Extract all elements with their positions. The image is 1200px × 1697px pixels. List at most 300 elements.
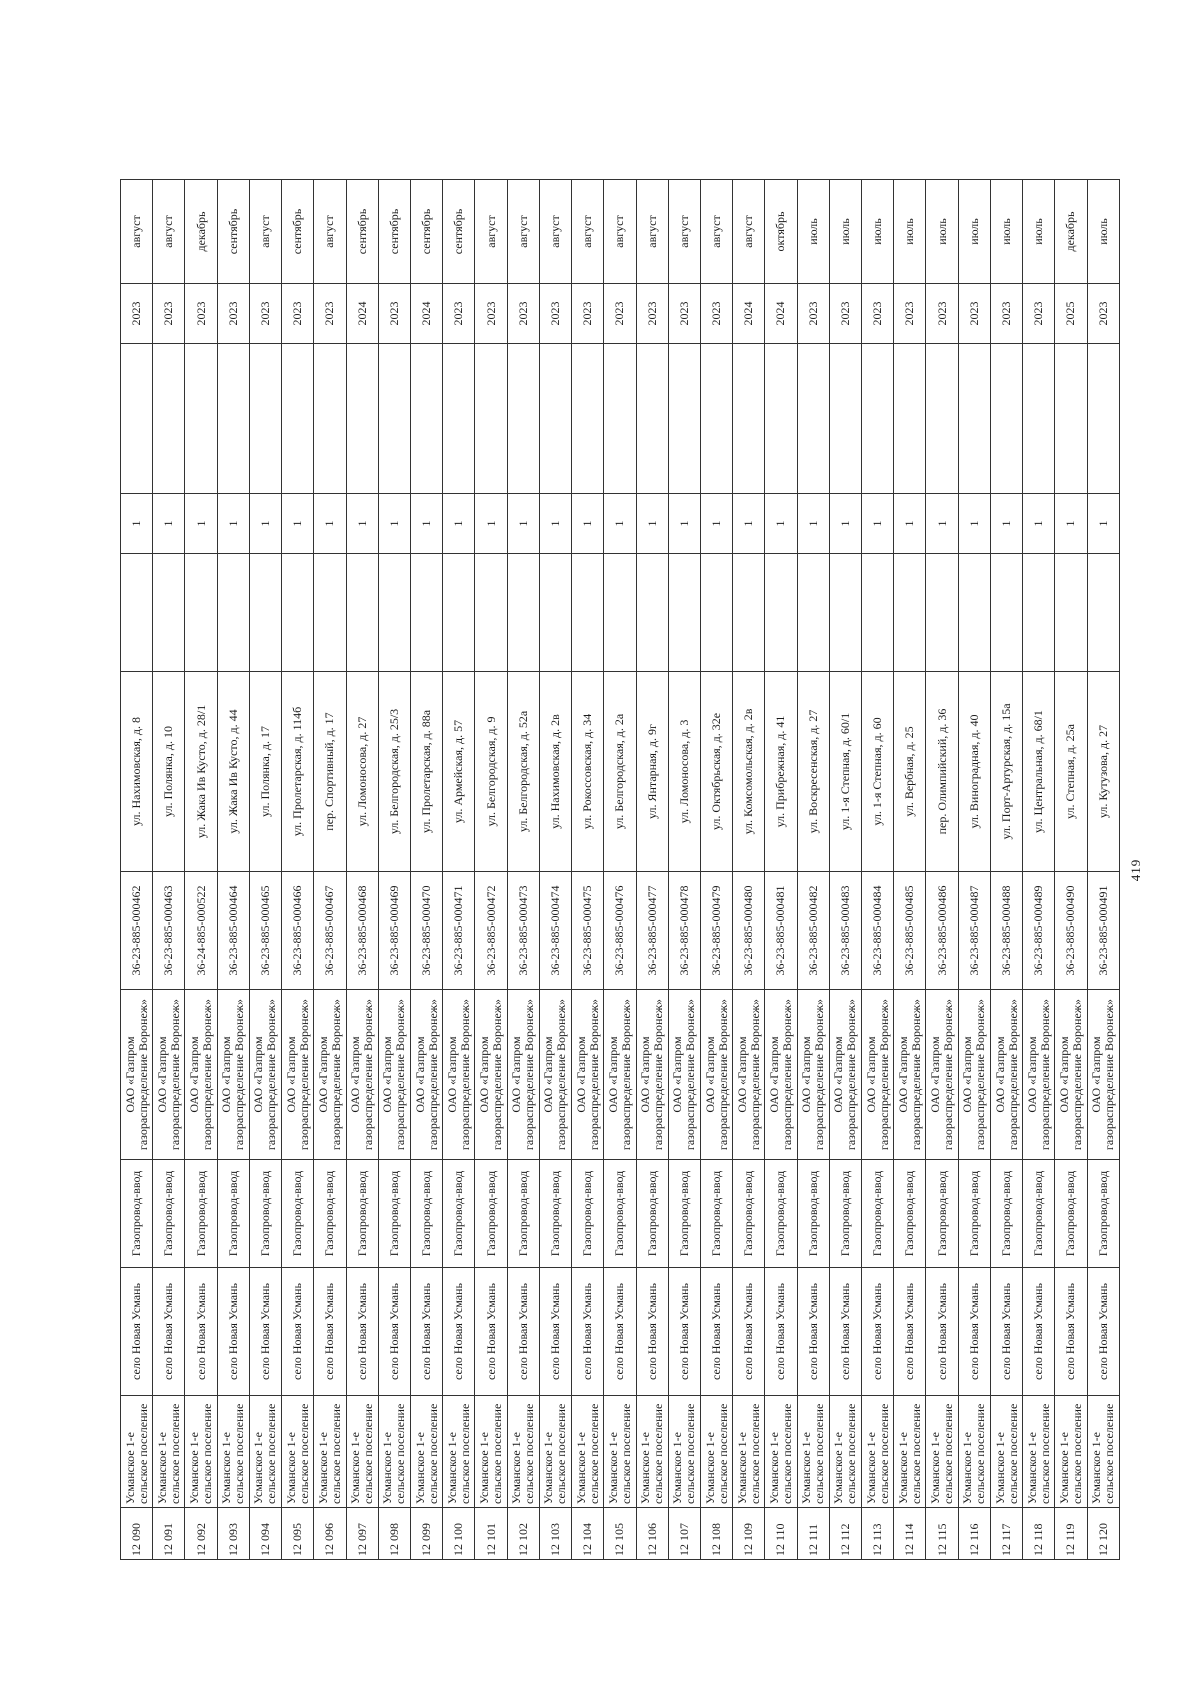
empty-cell — [765, 554, 797, 672]
quantity-cell: 1 — [829, 494, 861, 554]
quantity-cell: 1 — [894, 494, 926, 554]
quantity-cell: 1 — [636, 494, 668, 554]
object-type-cell: Газопровод-ввод — [797, 1160, 829, 1268]
row-number-cell: 12 115 — [926, 1508, 958, 1560]
empty-cell — [604, 344, 636, 494]
table-row — [282, 180, 314, 1560]
settlement-cell: Усманское 1-е сельское поселение — [829, 1396, 861, 1508]
row-number-cell: 12 110 — [765, 1508, 797, 1560]
month-cell: август — [314, 180, 346, 284]
settlement-cell: Усманское 1-е сельское поселение — [410, 1396, 442, 1508]
address-cell: ул. 1-я Степная, д. 60 — [862, 672, 894, 872]
owner-cell: ОАО «Газпром газораспределение Воронеж» — [539, 990, 571, 1160]
row-number-cell: 12 096 — [314, 1508, 346, 1560]
quantity-cell: 1 — [443, 494, 475, 554]
empty-cell — [185, 344, 217, 494]
owner-cell: ОАО «Газпром газораспределение Воронеж» — [700, 990, 732, 1160]
table-row — [572, 180, 604, 1560]
empty-cell — [314, 554, 346, 672]
object-type-cell: Газопровод-ввод — [1055, 1160, 1087, 1268]
table-row — [829, 180, 861, 1560]
locality-cell: село Новая Усмань — [378, 1268, 410, 1396]
month-cell: июль — [894, 180, 926, 284]
locality-cell: село Новая Усмань — [636, 1268, 668, 1396]
owner-cell: ОАО «Газпром газораспределение Воронеж» — [733, 990, 765, 1160]
year-cell: 2023 — [636, 284, 668, 344]
year-cell: 2023 — [507, 284, 539, 344]
quantity-cell: 1 — [410, 494, 442, 554]
address-cell: ул. Белгородская, д. 9 — [475, 672, 507, 872]
row-number-cell: 12 090 — [121, 1508, 153, 1560]
object-type-cell: Газопровод-ввод — [700, 1160, 732, 1268]
locality-cell: село Новая Усмань — [862, 1268, 894, 1396]
object-type-cell: Газопровод-ввод — [1087, 1160, 1119, 1268]
empty-cell — [378, 554, 410, 672]
address-cell: ул. Нахимовская, д. 2в — [539, 672, 571, 872]
settlement-cell: Усманское 1-е сельское поселение — [249, 1396, 281, 1508]
table-row — [443, 180, 475, 1560]
locality-cell: село Новая Усмань — [700, 1268, 732, 1396]
owner-cell: ОАО «Газпром газораспределение Воронеж» — [668, 990, 700, 1160]
year-cell: 2023 — [1087, 284, 1119, 344]
object-code-cell: 36-24-885-000522 — [185, 872, 217, 990]
settlement-cell: Усманское 1-е сельское поселение — [765, 1396, 797, 1508]
empty-cell — [797, 554, 829, 672]
year-cell: 2023 — [926, 284, 958, 344]
empty-cell — [1055, 344, 1087, 494]
table-row — [217, 180, 249, 1560]
empty-cell — [346, 344, 378, 494]
month-cell: август — [153, 180, 185, 284]
quantity-cell: 1 — [282, 494, 314, 554]
settlement-cell: Усманское 1-е сельское поселение — [668, 1396, 700, 1508]
object-type-cell: Газопровод-ввод — [185, 1160, 217, 1268]
empty-cell — [668, 554, 700, 672]
table-row — [765, 180, 797, 1560]
address-cell: ул. Жака Ив Кусто, д. 44 — [217, 672, 249, 872]
owner-cell: ОАО «Газпром газораспределение Воронеж» — [572, 990, 604, 1160]
object-code-cell: 36-23-885-000471 — [443, 872, 475, 990]
empty-cell — [894, 554, 926, 672]
owner-cell: ОАО «Газпром газораспределение Воронеж» — [765, 990, 797, 1160]
empty-cell — [990, 554, 1022, 672]
month-cell: август — [733, 180, 765, 284]
empty-cell — [507, 554, 539, 672]
empty-cell — [443, 554, 475, 672]
table-row — [1087, 180, 1119, 1560]
quantity-cell: 1 — [314, 494, 346, 554]
owner-cell: ОАО «Газпром газораспределение Воронеж» — [1023, 990, 1055, 1160]
locality-cell: село Новая Усмань — [443, 1268, 475, 1396]
month-cell: октябрь — [765, 180, 797, 284]
table-row — [1055, 180, 1087, 1560]
empty-cell — [636, 554, 668, 672]
table-row — [926, 180, 958, 1560]
year-cell: 2023 — [1023, 284, 1055, 344]
object-type-cell: Газопровод-ввод — [958, 1160, 990, 1268]
empty-cell — [797, 344, 829, 494]
year-cell: 2023 — [378, 284, 410, 344]
empty-cell — [217, 344, 249, 494]
quantity-cell: 1 — [572, 494, 604, 554]
settlement-cell: Усманское 1-е сельское поселение — [121, 1396, 153, 1508]
owner-cell: ОАО «Газпром газораспределение Воронеж» — [185, 990, 217, 1160]
empty-cell — [636, 344, 668, 494]
settlement-cell: Усманское 1-е сельское поселение — [153, 1396, 185, 1508]
year-cell: 2024 — [733, 284, 765, 344]
month-cell: август — [604, 180, 636, 284]
year-cell: 2023 — [314, 284, 346, 344]
settlement-cell: Усманское 1-е сельское поселение — [1055, 1396, 1087, 1508]
empty-cell — [282, 344, 314, 494]
object-code-cell: 36-23-885-000478 — [668, 872, 700, 990]
locality-cell: село Новая Усмань — [539, 1268, 571, 1396]
object-type-cell: Газопровод-ввод — [926, 1160, 958, 1268]
row-number-cell: 12 117 — [990, 1508, 1022, 1560]
empty-cell — [1055, 554, 1087, 672]
table-row — [185, 180, 217, 1560]
month-cell: сентябрь — [282, 180, 314, 284]
object-code-cell: 36-23-885-000463 — [153, 872, 185, 990]
owner-cell: ОАО «Газпром газораспределение Воронеж» — [507, 990, 539, 1160]
object-code-cell: 36-23-885-000468 — [346, 872, 378, 990]
address-cell: ул. Порт-Артурская, д. 15а — [990, 672, 1022, 872]
month-cell: июль — [1087, 180, 1119, 284]
empty-cell — [249, 554, 281, 672]
year-cell: 2023 — [862, 284, 894, 344]
empty-cell — [862, 554, 894, 672]
settlement-cell: Усманское 1-е сельское поселение — [443, 1396, 475, 1508]
quantity-cell: 1 — [604, 494, 636, 554]
month-cell: сентябрь — [378, 180, 410, 284]
row-number-cell: 12 106 — [636, 1508, 668, 1560]
settlement-cell: Усманское 1-е сельское поселение — [185, 1396, 217, 1508]
object-type-cell: Газопровод-ввод — [249, 1160, 281, 1268]
empty-cell — [153, 344, 185, 494]
table-row — [958, 180, 990, 1560]
empty-cell — [1023, 344, 1055, 494]
empty-cell — [700, 554, 732, 672]
locality-cell: село Новая Усмань — [1055, 1268, 1087, 1396]
quantity-cell: 1 — [765, 494, 797, 554]
object-type-cell: Газопровод-ввод — [829, 1160, 861, 1268]
table-row — [700, 180, 732, 1560]
month-cell: июль — [926, 180, 958, 284]
locality-cell: село Новая Усмань — [990, 1268, 1022, 1396]
empty-cell — [894, 344, 926, 494]
empty-cell — [733, 344, 765, 494]
object-type-cell: Газопровод-ввод — [217, 1160, 249, 1268]
month-cell: август — [475, 180, 507, 284]
empty-cell — [346, 554, 378, 672]
table-row — [636, 180, 668, 1560]
empty-cell — [121, 554, 153, 672]
object-type-cell: Газопровод-ввод — [894, 1160, 926, 1268]
month-cell: август — [700, 180, 732, 284]
address-cell: ул. Кутузова, д. 27 — [1087, 672, 1119, 872]
object-type-cell: Газопровод-ввод — [1023, 1160, 1055, 1268]
object-code-cell: 36-23-885-000474 — [539, 872, 571, 990]
settlement-cell: Усманское 1-е сельское поселение — [572, 1396, 604, 1508]
registry-table — [120, 179, 1120, 1560]
empty-cell — [1087, 344, 1119, 494]
object-type-cell: Газопровод-ввод — [668, 1160, 700, 1268]
year-cell: 2023 — [668, 284, 700, 344]
object-code-cell: 36-23-885-000470 — [410, 872, 442, 990]
empty-cell — [700, 344, 732, 494]
owner-cell: ОАО «Газпром газораспределение Воронеж» — [314, 990, 346, 1160]
empty-cell — [765, 344, 797, 494]
row-number-cell: 12 101 — [475, 1508, 507, 1560]
locality-cell: село Новая Усмань — [410, 1268, 442, 1396]
table-row — [733, 180, 765, 1560]
object-code-cell: 36-23-885-000465 — [249, 872, 281, 990]
empty-cell — [990, 344, 1022, 494]
table-row — [314, 180, 346, 1560]
settlement-cell: Усманское 1-е сельское поселение — [1023, 1396, 1055, 1508]
empty-cell — [604, 554, 636, 672]
settlement-cell: Усманское 1-е сельское поселение — [1087, 1396, 1119, 1508]
empty-cell — [507, 344, 539, 494]
empty-cell — [539, 344, 571, 494]
address-cell: ул. Полянка, д. 17 — [249, 672, 281, 872]
locality-cell: село Новая Усмань — [604, 1268, 636, 1396]
empty-cell — [862, 344, 894, 494]
address-cell: ул. Октябрьская, д. 32е — [700, 672, 732, 872]
locality-cell: село Новая Усмань — [829, 1268, 861, 1396]
table-row — [410, 180, 442, 1560]
year-cell: 2023 — [185, 284, 217, 344]
object-type-cell: Газопровод-ввод — [862, 1160, 894, 1268]
object-code-cell: 36-23-885-000464 — [217, 872, 249, 990]
owner-cell: ОАО «Газпром газораспределение Воронеж» — [282, 990, 314, 1160]
month-cell: август — [636, 180, 668, 284]
owner-cell: ОАО «Газпром газораспределение Воронеж» — [636, 990, 668, 1160]
empty-cell — [829, 554, 861, 672]
row-number-cell: 12 099 — [410, 1508, 442, 1560]
empty-cell — [475, 554, 507, 672]
row-number-cell: 12 108 — [700, 1508, 732, 1560]
month-cell: июль — [1023, 180, 1055, 284]
owner-cell: ОАО «Газпром газораспределение Воронеж» — [475, 990, 507, 1160]
quantity-cell: 1 — [185, 494, 217, 554]
owner-cell: ОАО «Газпром газораспределение Воронеж» — [990, 990, 1022, 1160]
table-row — [153, 180, 185, 1560]
object-type-cell: Газопровод-ввод — [378, 1160, 410, 1268]
table-row — [475, 180, 507, 1560]
object-code-cell: 36-23-885-000489 — [1023, 872, 1055, 990]
year-cell: 2023 — [443, 284, 475, 344]
settlement-cell: Усманское 1-е сельское поселение — [862, 1396, 894, 1508]
month-cell: декабрь — [185, 180, 217, 284]
row-number-cell: 12 113 — [862, 1508, 894, 1560]
empty-cell — [475, 344, 507, 494]
address-cell: ул. Прибрежная, д. 41 — [765, 672, 797, 872]
quantity-cell: 1 — [797, 494, 829, 554]
object-type-cell: Газопровод-ввод — [765, 1160, 797, 1268]
empty-cell — [410, 344, 442, 494]
empty-cell — [926, 554, 958, 672]
row-number-cell: 12 111 — [797, 1508, 829, 1560]
month-cell: июль — [862, 180, 894, 284]
address-cell: ул. Виноградная, д. 40 — [958, 672, 990, 872]
settlement-cell: Усманское 1-е сельское поселение — [604, 1396, 636, 1508]
locality-cell: село Новая Усмань — [733, 1268, 765, 1396]
object-code-cell: 36-23-885-000483 — [829, 872, 861, 990]
address-cell: ул. Рокоссовская, д. 34 — [572, 672, 604, 872]
address-cell: ул. Нахимовская, д. 8 — [121, 672, 153, 872]
object-type-cell: Газопровод-ввод — [733, 1160, 765, 1268]
quantity-cell: 1 — [217, 494, 249, 554]
table-row — [990, 180, 1022, 1560]
settlement-cell: Усманское 1-е сельское поселение — [282, 1396, 314, 1508]
address-cell: ул. Ломоносова, д. 3 — [668, 672, 700, 872]
object-code-cell: 36-23-885-000462 — [121, 872, 153, 990]
quantity-cell: 1 — [990, 494, 1022, 554]
quantity-cell: 1 — [475, 494, 507, 554]
object-code-cell: 36-23-885-000485 — [894, 872, 926, 990]
month-cell: сентябрь — [443, 180, 475, 284]
quantity-cell: 1 — [249, 494, 281, 554]
locality-cell: село Новая Усмань — [1087, 1268, 1119, 1396]
row-number-cell: 12 114 — [894, 1508, 926, 1560]
locality-cell: село Новая Усмань — [958, 1268, 990, 1396]
year-cell: 2024 — [765, 284, 797, 344]
quantity-cell: 1 — [700, 494, 732, 554]
table-row — [797, 180, 829, 1560]
year-cell: 2023 — [217, 284, 249, 344]
month-cell: август — [572, 180, 604, 284]
year-cell: 2023 — [249, 284, 281, 344]
object-code-cell: 36-23-885-000477 — [636, 872, 668, 990]
table-row — [862, 180, 894, 1560]
empty-cell — [185, 554, 217, 672]
quantity-cell: 1 — [733, 494, 765, 554]
year-cell: 2023 — [153, 284, 185, 344]
empty-cell — [572, 344, 604, 494]
row-number-cell: 12 112 — [829, 1508, 861, 1560]
owner-cell: ОАО «Газпром газораспределение Воронеж» — [443, 990, 475, 1160]
address-cell: ул. Армейская, д. 57 — [443, 672, 475, 872]
object-type-cell: Газопровод-ввод — [314, 1160, 346, 1268]
settlement-cell: Усманское 1-е сельское поселение — [894, 1396, 926, 1508]
rotated-page-content — [120, 180, 1143, 1560]
settlement-cell: Усманское 1-е сельское поселение — [990, 1396, 1022, 1508]
empty-cell — [733, 554, 765, 672]
table-body — [121, 180, 1120, 1560]
object-type-cell: Газопровод-ввод — [507, 1160, 539, 1268]
year-cell: 2023 — [282, 284, 314, 344]
month-cell: август — [121, 180, 153, 284]
month-cell: сентябрь — [346, 180, 378, 284]
address-cell: ул. Белгородская, д. 2а — [604, 672, 636, 872]
address-cell: ул. Янтарная, д. 9г — [636, 672, 668, 872]
locality-cell: село Новая Усмань — [153, 1268, 185, 1396]
object-type-cell: Газопровод-ввод — [572, 1160, 604, 1268]
settlement-cell: Усманское 1-е сельское поселение — [475, 1396, 507, 1508]
settlement-cell: Усманское 1-е сельское поселение — [314, 1396, 346, 1508]
settlement-cell: Усманское 1-е сельское поселение — [217, 1396, 249, 1508]
address-cell: пер. Олимпийский, д. 36 — [926, 672, 958, 872]
object-code-cell: 36-23-885-000475 — [572, 872, 604, 990]
settlement-cell: Усманское 1-е сельское поселение — [636, 1396, 668, 1508]
empty-cell — [539, 554, 571, 672]
quantity-cell: 1 — [153, 494, 185, 554]
object-type-cell: Газопровод-ввод — [443, 1160, 475, 1268]
year-cell: 2024 — [410, 284, 442, 344]
settlement-cell: Усманское 1-е сельское поселение — [797, 1396, 829, 1508]
owner-cell: ОАО «Газпром газораспределение Воронеж» — [121, 990, 153, 1160]
object-type-cell: Газопровод-ввод — [604, 1160, 636, 1268]
object-code-cell: 36-23-885-000479 — [700, 872, 732, 990]
owner-cell: ОАО «Газпром газораспределение Воронеж» — [958, 990, 990, 1160]
year-cell: 2023 — [700, 284, 732, 344]
object-code-cell: 36-23-885-000473 — [507, 872, 539, 990]
settlement-cell: Усманское 1-е сельское поселение — [539, 1396, 571, 1508]
quantity-cell: 1 — [539, 494, 571, 554]
locality-cell: село Новая Усмань — [926, 1268, 958, 1396]
settlement-cell: Усманское 1-е сельское поселение — [733, 1396, 765, 1508]
month-cell: август — [507, 180, 539, 284]
empty-cell — [572, 554, 604, 672]
year-cell: 2023 — [604, 284, 636, 344]
table-row — [121, 180, 153, 1560]
year-cell: 2023 — [797, 284, 829, 344]
table-row — [668, 180, 700, 1560]
month-cell: август — [539, 180, 571, 284]
owner-cell: ОАО «Газпром газораспределение Воронеж» — [249, 990, 281, 1160]
table-row — [604, 180, 636, 1560]
row-number-cell: 12 107 — [668, 1508, 700, 1560]
empty-cell — [121, 344, 153, 494]
settlement-cell: Усманское 1-е сельское поселение — [926, 1396, 958, 1508]
locality-cell: село Новая Усмань — [346, 1268, 378, 1396]
table-row — [507, 180, 539, 1560]
empty-cell — [668, 344, 700, 494]
locality-cell: село Новая Усмань — [572, 1268, 604, 1396]
object-code-cell: 36-23-885-000469 — [378, 872, 410, 990]
object-code-cell: 36-23-885-000486 — [926, 872, 958, 990]
row-number-cell: 12 105 — [604, 1508, 636, 1560]
locality-cell: село Новая Усмань — [121, 1268, 153, 1396]
empty-cell — [378, 344, 410, 494]
owner-cell: ОАО «Газпром газораспределение Воронеж» — [410, 990, 442, 1160]
year-cell: 2023 — [475, 284, 507, 344]
object-type-cell: Газопровод-ввод — [121, 1160, 153, 1268]
empty-cell — [153, 554, 185, 672]
empty-cell — [443, 344, 475, 494]
locality-cell: село Новая Усмань — [314, 1268, 346, 1396]
address-cell: ул. Вербная, д. 25 — [894, 672, 926, 872]
address-cell: ул. Белгородская, д. 52а — [507, 672, 539, 872]
settlement-cell: Усманское 1-е сельское поселение — [378, 1396, 410, 1508]
quantity-cell: 1 — [668, 494, 700, 554]
month-cell: июль — [797, 180, 829, 284]
row-number-cell: 12 093 — [217, 1508, 249, 1560]
quantity-cell: 1 — [958, 494, 990, 554]
row-number-cell: 12 104 — [572, 1508, 604, 1560]
table-row — [539, 180, 571, 1560]
table-row — [249, 180, 281, 1560]
month-cell: декабрь — [1055, 180, 1087, 284]
page-number: 419 — [1128, 858, 1143, 882]
locality-cell: село Новая Усмань — [797, 1268, 829, 1396]
address-cell: ул. Степная, д. 25а — [1055, 672, 1087, 872]
object-type-cell: Газопровод-ввод — [475, 1160, 507, 1268]
locality-cell: село Новая Усмань — [507, 1268, 539, 1396]
object-type-cell: Газопровод-ввод — [346, 1160, 378, 1268]
table-row — [1023, 180, 1055, 1560]
